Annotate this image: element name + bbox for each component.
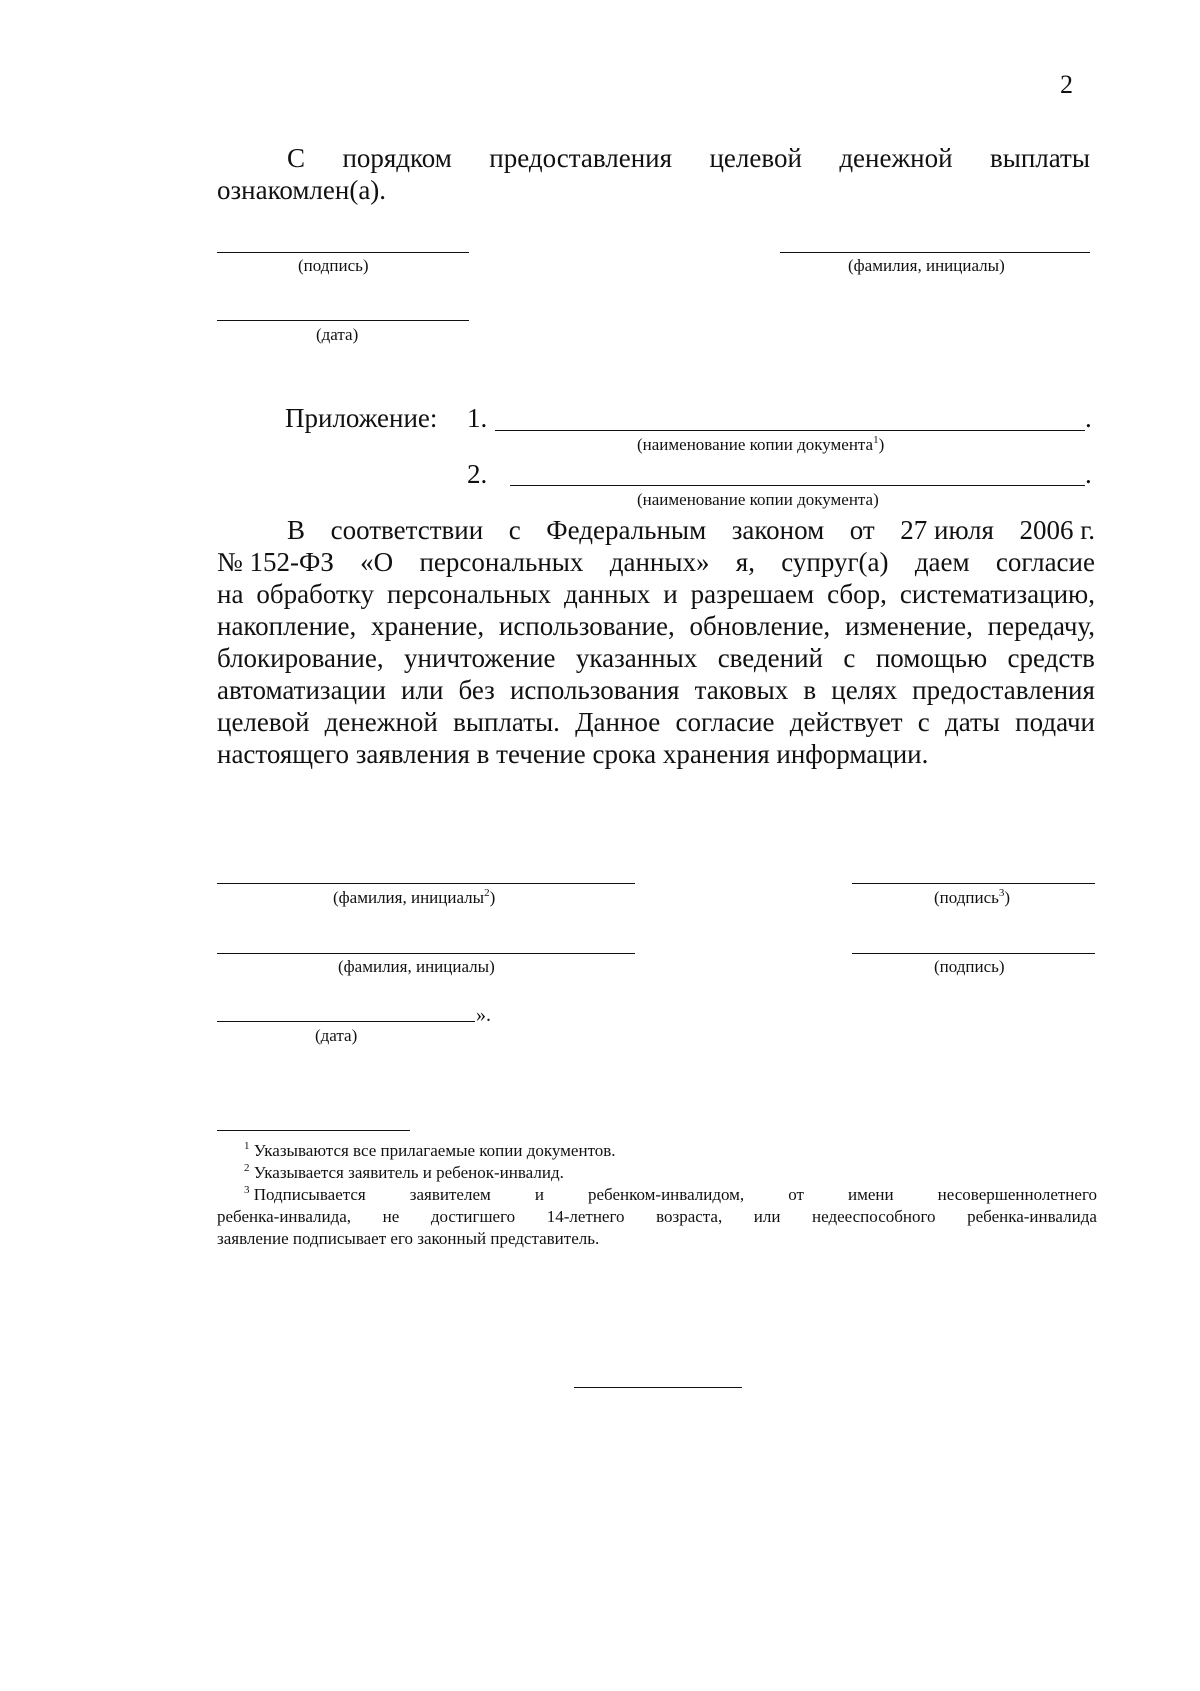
word: персональных (387, 579, 551, 609)
word: несовершеннолетнего (937, 1185, 1097, 1204)
word: и (663, 579, 678, 609)
word: Подписывается (253, 1185, 366, 1204)
word: обработку (256, 579, 375, 609)
word: средств (1007, 643, 1095, 673)
word: С (287, 143, 306, 173)
consent-line (217, 642, 1095, 674)
word: согласие (675, 707, 775, 737)
footnote-mark: 1 (244, 1140, 250, 1152)
date-line[interactable] (217, 320, 469, 321)
word: и (534, 1185, 544, 1204)
intro-line-1 (217, 142, 1090, 174)
appendix-item-1-number: 1. (467, 403, 488, 433)
intro-paragraph (217, 142, 1090, 206)
signature-label: (подпись) (298, 256, 369, 275)
appendix-item-2-number: 2. (467, 459, 488, 489)
word: я, (735, 547, 755, 577)
word: 27 июля (900, 515, 994, 545)
footnote-3-line-1 (217, 1184, 1097, 1206)
word: достигшего (430, 1207, 516, 1226)
consent-line (217, 546, 1095, 578)
word: помощью (875, 643, 988, 673)
word: в (803, 675, 817, 705)
appendix-item-1-line[interactable] (495, 430, 1085, 431)
label-text: (фамилия, инициалы (333, 888, 485, 907)
word: денежной (324, 707, 438, 737)
footnote-separator (217, 1130, 410, 1131)
word: возраста, (656, 1207, 723, 1226)
word: не (382, 1207, 400, 1226)
consent-line (217, 674, 1095, 706)
child-signature-label: (подпись) (934, 957, 1005, 976)
consent-line-last: настоящего заявления в течение срока хранения информации. (217, 739, 929, 769)
label-text: ) (489, 888, 496, 907)
word: или (401, 675, 444, 705)
word: целевой (709, 143, 802, 173)
word: ребенка-инвалида, (217, 1207, 352, 1226)
word: 2006 г. (1019, 515, 1095, 545)
signature-line[interactable] (217, 252, 469, 253)
footnote-3-line-3: заявление подписывает его законный представитель. (217, 1229, 600, 1248)
applicant-name-line[interactable] (217, 883, 635, 884)
appendix-item-2-label: (наименование копии документа) (637, 490, 879, 509)
appendix-item-2-dot: . (1085, 459, 1092, 489)
word: использование, (498, 611, 675, 641)
word: целях (831, 675, 898, 705)
end-of-document-rule (574, 1387, 742, 1388)
intro-line-2: ознакомлен(а). (217, 175, 387, 205)
label-text: ) (1004, 888, 1011, 907)
consent-line (217, 578, 1095, 610)
word: целевой (217, 707, 310, 737)
footnote-1 (217, 1140, 1097, 1162)
consent-line (217, 706, 1095, 738)
page-number: 2 (1060, 70, 1073, 99)
applicant-signature-line[interactable] (852, 883, 1095, 884)
consent-line (217, 514, 1095, 546)
label-text: ) (878, 435, 885, 454)
applicant-signature-label (934, 888, 1010, 908)
consent-date-label: (дата) (315, 1026, 358, 1045)
consent-paragraph (217, 514, 1095, 770)
word: имени (848, 1185, 894, 1204)
word: предоставления (489, 143, 673, 173)
full-name-line[interactable] (780, 252, 1090, 253)
footnote-mark: 2 (244, 1162, 250, 1174)
appendix-item-1-label (637, 435, 884, 455)
word: автоматизации (217, 675, 386, 705)
word: ребенка-инвалида (967, 1207, 1097, 1226)
word: блокирование, (217, 643, 384, 673)
word: данных» (609, 547, 710, 577)
word: соответствии (330, 515, 484, 545)
word: даем (914, 547, 970, 577)
word: согласие (995, 547, 1095, 577)
child-name-label: (фамилия, инициалы) (338, 957, 495, 976)
word: уничтожение (404, 643, 556, 673)
word: заявителем (409, 1185, 491, 1204)
footnote-3-start (244, 1184, 366, 1206)
footnote-text: Указываются все прилагаемые копии документов. (253, 1141, 616, 1160)
word: без (458, 675, 495, 705)
word: накопление, (217, 611, 357, 641)
applicant-name-label (333, 888, 495, 908)
date-label: (дата) (316, 325, 359, 344)
word: с (508, 515, 521, 545)
child-signature-line[interactable] (852, 953, 1095, 954)
word: «О (360, 547, 394, 577)
word: хранение, (371, 611, 485, 641)
word: недееспособного (812, 1207, 936, 1226)
appendix-item-1-dot: . (1085, 403, 1092, 433)
word: денежной (839, 143, 953, 173)
footnote-ref: 1 (873, 434, 879, 446)
word: обновление, (689, 611, 831, 641)
word: на (217, 579, 244, 609)
word: от (788, 1185, 804, 1204)
child-name-line[interactable] (217, 953, 635, 954)
full-name-label: (фамилия, инициалы) (848, 256, 1005, 275)
word: сбор, (827, 579, 887, 609)
word: даты (944, 707, 1000, 737)
word: изменение, (844, 611, 973, 641)
word: 14-летнего (546, 1207, 625, 1226)
word: законом (731, 515, 825, 545)
footnotes (217, 1140, 1097, 1250)
word: таковых (694, 675, 789, 705)
word: разрешаем (690, 579, 815, 609)
word: В (287, 515, 306, 545)
footnote-text: Указывается заявитель и ребенок-инвалид. (253, 1163, 564, 1182)
footnote-mark: 3 (244, 1184, 250, 1196)
word: данных (563, 579, 651, 609)
word: с (843, 643, 856, 673)
footnote-2 (217, 1162, 1097, 1184)
label-text: (наименование копии документа (637, 435, 874, 454)
word: Федеральным (546, 515, 707, 545)
word: передачу, (987, 611, 1095, 641)
word: сведений (717, 643, 823, 673)
consent-date-line[interactable] (217, 1021, 475, 1022)
footnote-3-line-2 (217, 1206, 1097, 1228)
word: супруг(а) (781, 547, 889, 577)
word: № 152-ФЗ (217, 547, 334, 577)
word: подачи (1015, 707, 1095, 737)
word: или (753, 1207, 781, 1226)
appendix-title: Приложение: (285, 403, 438, 433)
word: систематизацию, (899, 579, 1095, 609)
appendix-item-2-line[interactable] (510, 485, 1085, 486)
word: с (917, 707, 930, 737)
footnote-ref: 3 (998, 887, 1005, 899)
word: указанных (575, 643, 698, 673)
closing-quote: ». (476, 1004, 491, 1026)
word: от (849, 515, 875, 545)
consent-line (217, 610, 1095, 642)
word: действует (789, 707, 903, 737)
word: выплаты (989, 143, 1090, 173)
word: Данное (575, 707, 661, 737)
word: выплаты. (453, 707, 560, 737)
footnote-ref: 2 (484, 887, 490, 899)
word: ребенком-инвалидом, (587, 1185, 745, 1204)
word: использования (509, 675, 680, 705)
word: порядком (342, 143, 452, 173)
label-text: (подпись (934, 888, 999, 907)
word: предоставления (912, 675, 1095, 705)
word: персональных (419, 547, 584, 577)
